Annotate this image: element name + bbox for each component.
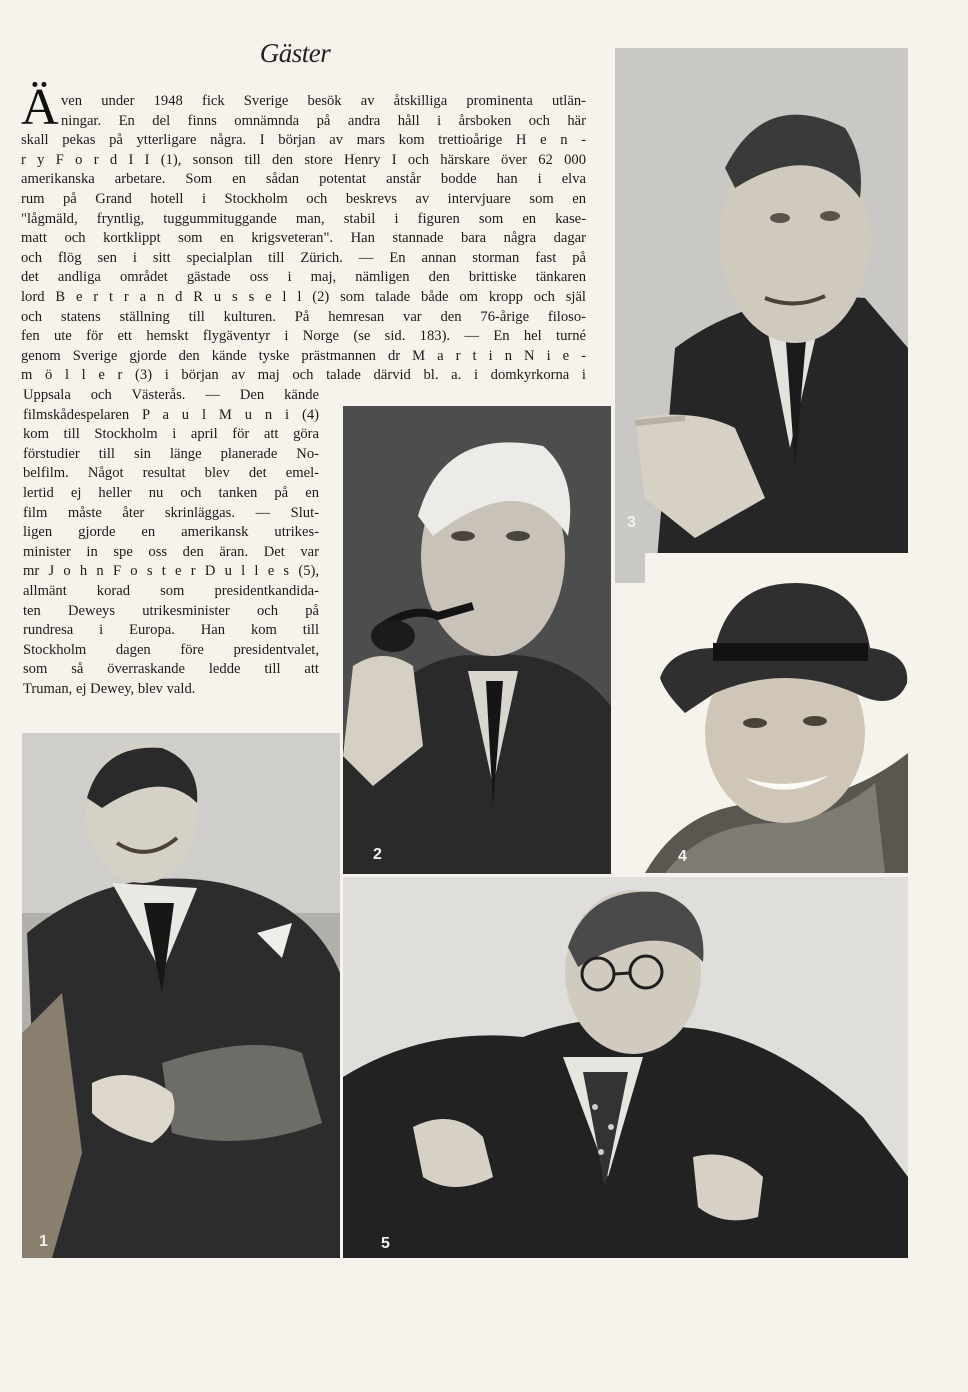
text-line: rum på Grand hotell i Stockholm och beskrevs av intervjuare som en xyxy=(21,190,586,207)
text-line: kom till Stockholm i april för att göra xyxy=(23,426,319,443)
photo-2 xyxy=(343,406,611,874)
text-line: ningar. En del finns omnämnda på andra håll i årsboken och här xyxy=(61,112,586,129)
portrait-illustration xyxy=(645,553,908,873)
portrait-illustration xyxy=(615,48,908,583)
text-line: belfilm. Något resultat blev det emel- xyxy=(23,465,319,482)
text-line: ven under 1948 fick Sverige besök av åtskilliga prominenta utlän- xyxy=(61,93,586,109)
text-line: fen ute för ett hemskt flygäventyr i Norge (se sid. 183). — En hel turné xyxy=(21,328,586,345)
text-line: genom Sverige gjorde den kände tyske prästmannen dr M a r t i n N i e - xyxy=(21,347,586,364)
text-line: film måste åter skrinläggas. — Slut- xyxy=(23,504,319,521)
text-line: allmänt korad som presidentkandida- xyxy=(23,582,319,599)
text-line: matt och kortklippt som en krigsveteran". Han stannade bara några dagar xyxy=(21,230,586,247)
article-text-side xyxy=(23,386,319,700)
text-line: m ö l l e r (3) i början av maj och talade därvid bl. a. i domkyrkorna i xyxy=(21,367,586,384)
photo-1 xyxy=(22,733,340,1258)
text-line: lord B e r t r a n d R u s s e l l (2) som talade både om kropp och själ xyxy=(21,288,586,305)
text-line: och flög sen i sitt specialplan till Zürich. — En annan storman fast på xyxy=(21,249,586,266)
portrait-illustration xyxy=(343,877,908,1258)
text-line: filmskådespelaren P a u l M u n i (4) xyxy=(23,406,319,423)
photo-number: 4 xyxy=(678,848,687,865)
text-line: det andliga området gästade oss i maj, nämligen den brittiske tänkaren xyxy=(21,269,586,286)
text-line: rundresa i Europa. Han kom till xyxy=(23,622,319,639)
portrait-illustration xyxy=(343,406,611,874)
text-line: amerikanska arbetare. Som en sådan potentat anstår bodde han i elva xyxy=(21,171,586,188)
text-line: "lågmäld, fryntlig, tuggummituggande man, stabil i figuren som en kase- xyxy=(21,210,586,227)
drop-cap: Ä xyxy=(21,79,59,136)
photo-number: 3 xyxy=(627,514,636,531)
text-line: ten Deweys utrikesminister och på xyxy=(23,602,319,619)
text-line: som så överraskande ledde till att xyxy=(23,661,319,678)
text-line: ligen gjorde en amerikansk utrikes- xyxy=(23,524,319,541)
page-title: Gäster xyxy=(259,38,331,68)
text-line: och statens ställning till kulturen. På hemresan var den 76-årige filoso- xyxy=(21,308,586,325)
photo-3 xyxy=(615,48,908,583)
text-line: Uppsala och Västerås. — Den kände xyxy=(23,387,319,403)
photo-number: 1 xyxy=(39,1233,48,1250)
text-line: Stockholm dagen före presidentvalet, xyxy=(23,641,319,658)
photo-number: 2 xyxy=(373,846,382,863)
text-line: minister in spe oss den äran. Det var xyxy=(23,543,319,560)
text-line: r y F o r d I I (1), sonson till den store Henry I och härskare över 62 000 xyxy=(21,151,586,168)
text-line: Truman, ej Dewey, blev vald. xyxy=(23,680,196,697)
text-line: förstudier till sin länge planerade No- xyxy=(23,445,319,462)
photo-4 xyxy=(645,553,908,873)
article-text-top xyxy=(21,92,586,386)
portrait-illustration xyxy=(22,733,340,1258)
photo-number: 5 xyxy=(381,1235,390,1252)
photo-5 xyxy=(343,877,908,1258)
text-line: lertid ej heller nu och tanken på en xyxy=(23,484,319,501)
text-line: skall pekas på ytterligare några. I början av mars kom trettioårige H e n - xyxy=(21,132,586,149)
text-line: mr J o h n F o s t e r D u l l e s (5), xyxy=(23,563,319,580)
